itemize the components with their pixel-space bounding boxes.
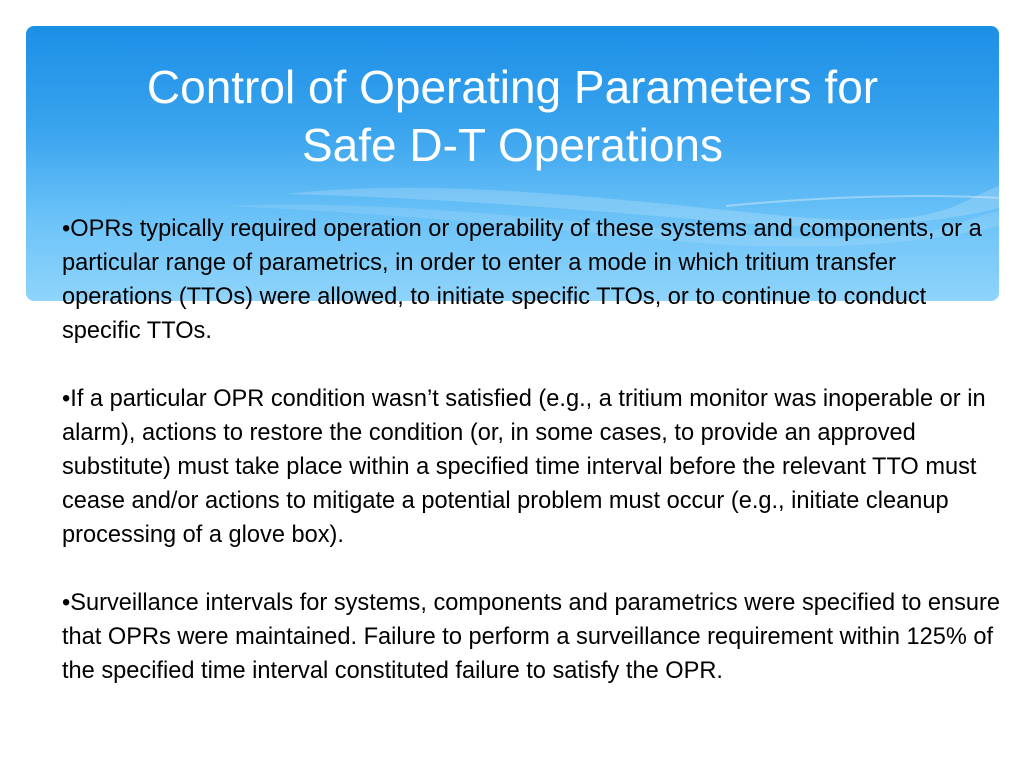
slide-body: [62, 212, 1007, 722]
slide-title: [26, 58, 999, 174]
bullet-paragraph-surveillance: •Surveillance intervals for systems, components and parametrics were specified to ensure that OPRs were maintained. Failure to perform a surveillance requirement within 125% of the specified time interval constituted failure to satisfy the OPR.: [62, 590, 1001, 684]
slide-title-line-1: Control of Operating Parameters for: [146, 61, 879, 113]
bullet-paragraph-opr-condition: •If a particular OPR condition wasn’t satisfied (e.g., a tritium monitor was inoperable or in alarm), actions to restore the condition (or, in some cases, to provide an approved substitute) must take place within a specified time interval before the relevant TTO must cease and/or actions to mitigate a potential problem must occur (e.g., initiate cleanup processing of a glove box).: [62, 386, 986, 548]
slide-title-line-2: Safe D-T Operations: [301, 119, 723, 171]
bullet-paragraph-opr-requirements: •OPRs typically required operation or operability of these systems and components, or a particular range of parametrics, in order to enter a mode in which tritium transfer operations (TTOs) were allowed, to initiate specific TTOs, or to continue to conduct specific TTOs.: [62, 216, 982, 344]
